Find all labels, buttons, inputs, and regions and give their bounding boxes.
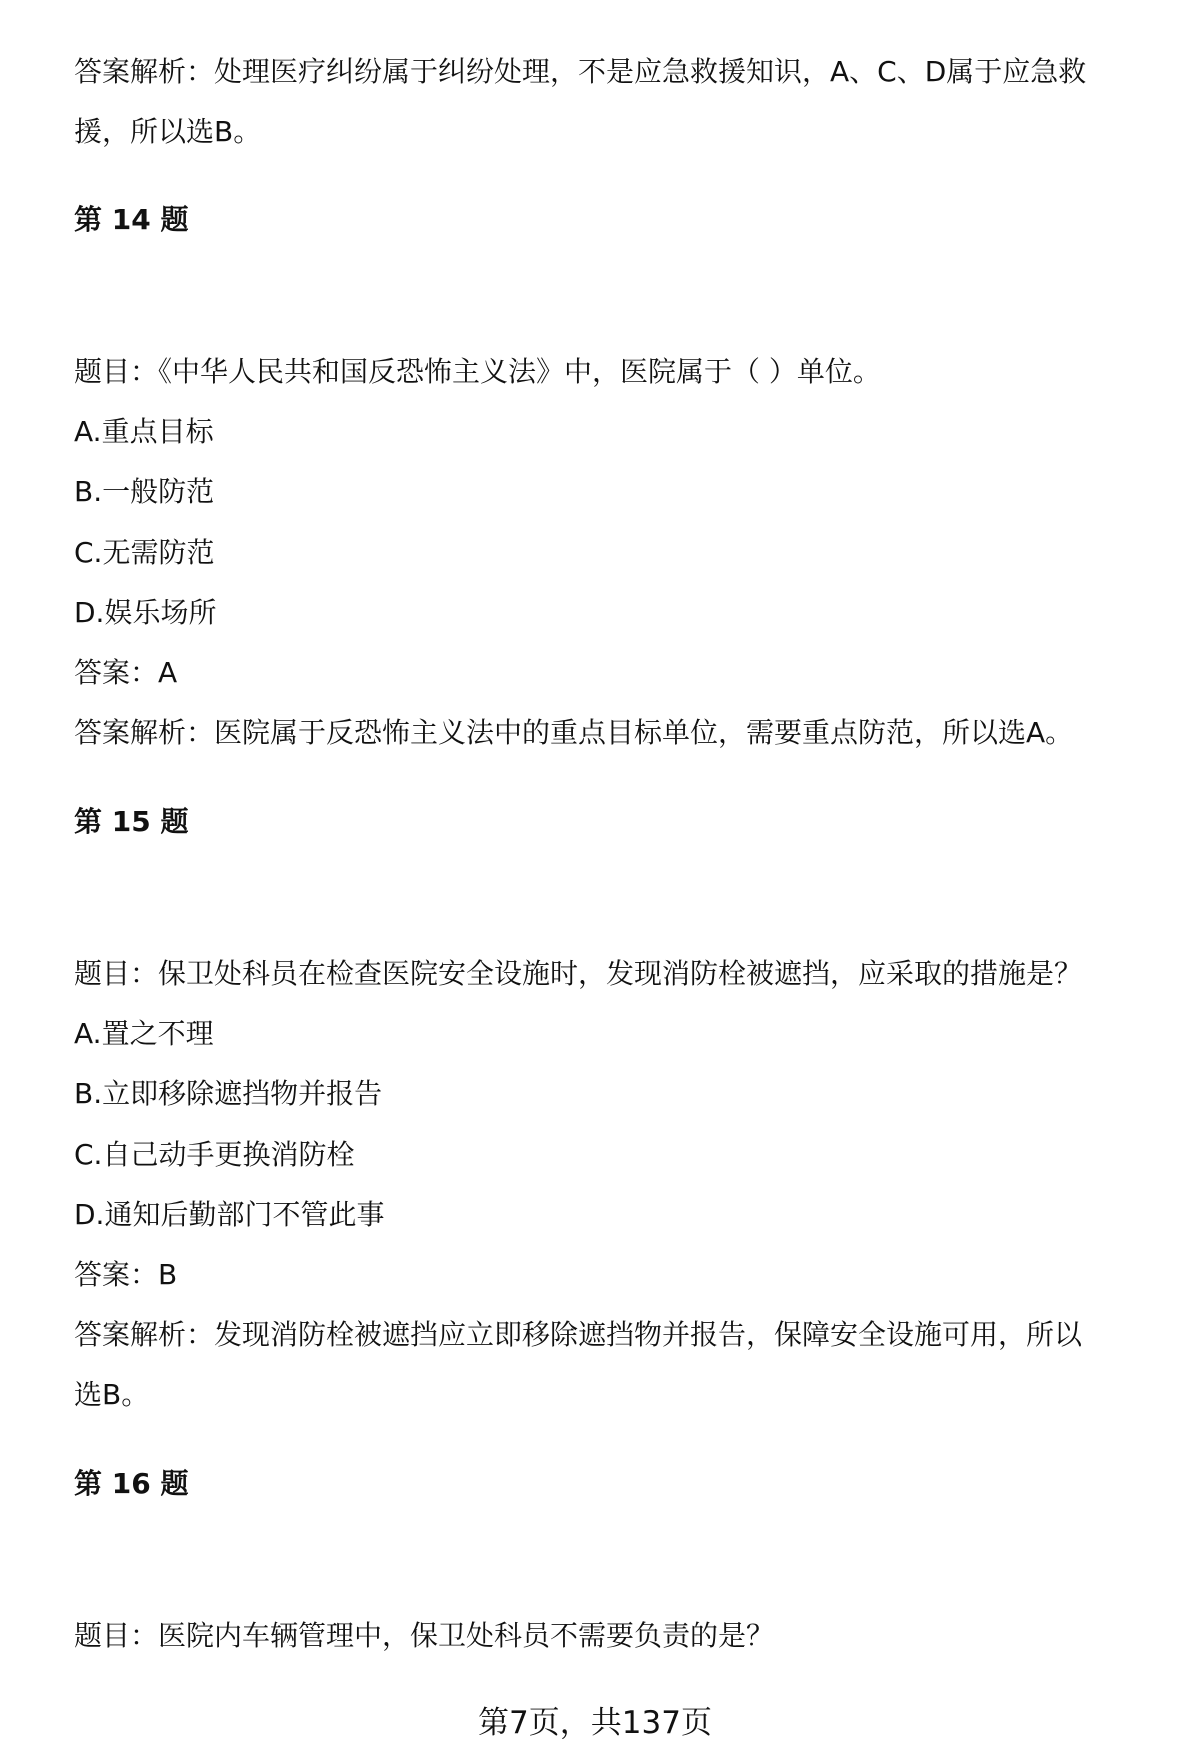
option-c: C.自己动手更换消防栓: [74, 1138, 355, 1171]
option-d: D.娱乐场所: [74, 596, 217, 629]
page-number-footer: 第7页，共137页: [478, 1705, 712, 1741]
answer-line: 答案：B: [74, 1258, 178, 1291]
question-heading: 第 14 题: [74, 203, 189, 236]
explanation-line: 选B。: [74, 1378, 150, 1411]
answer-line: 答案：A: [74, 656, 178, 689]
option-d: D.通知后勤部门不管此事: [74, 1198, 385, 1231]
explanation-line: 答案解析：医院属于反恐怖主义法中的重点目标单位，需要重点防范，所以选A。: [74, 716, 1074, 749]
option-b: B.一般防范: [74, 475, 215, 508]
option-b: B.立即移除遮挡物并报告: [74, 1077, 383, 1110]
explanation-line: 答案解析：处理医疗纠纷属于纠纷处理，不是应急救援知识，A、C、D属于应急救: [74, 55, 1087, 88]
explanation-line: 答案解析：发现消防栓被遮挡应立即移除遮挡物并报告，保障安全设施可用，所以: [74, 1318, 1083, 1351]
question-text: 题目：医院内车辆管理中，保卫处科员不需要负责的是？: [74, 1619, 775, 1652]
explanation-line: 援，所以选B。: [74, 115, 262, 148]
option-a: A.置之不理: [74, 1017, 214, 1050]
question-text: 题目：《中华人民共和国反恐怖主义法》中，医院属于（ ）单位。: [74, 355, 881, 388]
option-a: A.重点目标: [74, 415, 214, 448]
question-heading: 第 15 题: [74, 805, 189, 838]
question-heading: 第 16 题: [74, 1467, 189, 1500]
option-c: C.无需防范: [74, 536, 215, 569]
question-text: 题目：保卫处科员在检查医院安全设施时，发现消防栓被遮挡，应采取的措施是？: [74, 957, 1083, 990]
